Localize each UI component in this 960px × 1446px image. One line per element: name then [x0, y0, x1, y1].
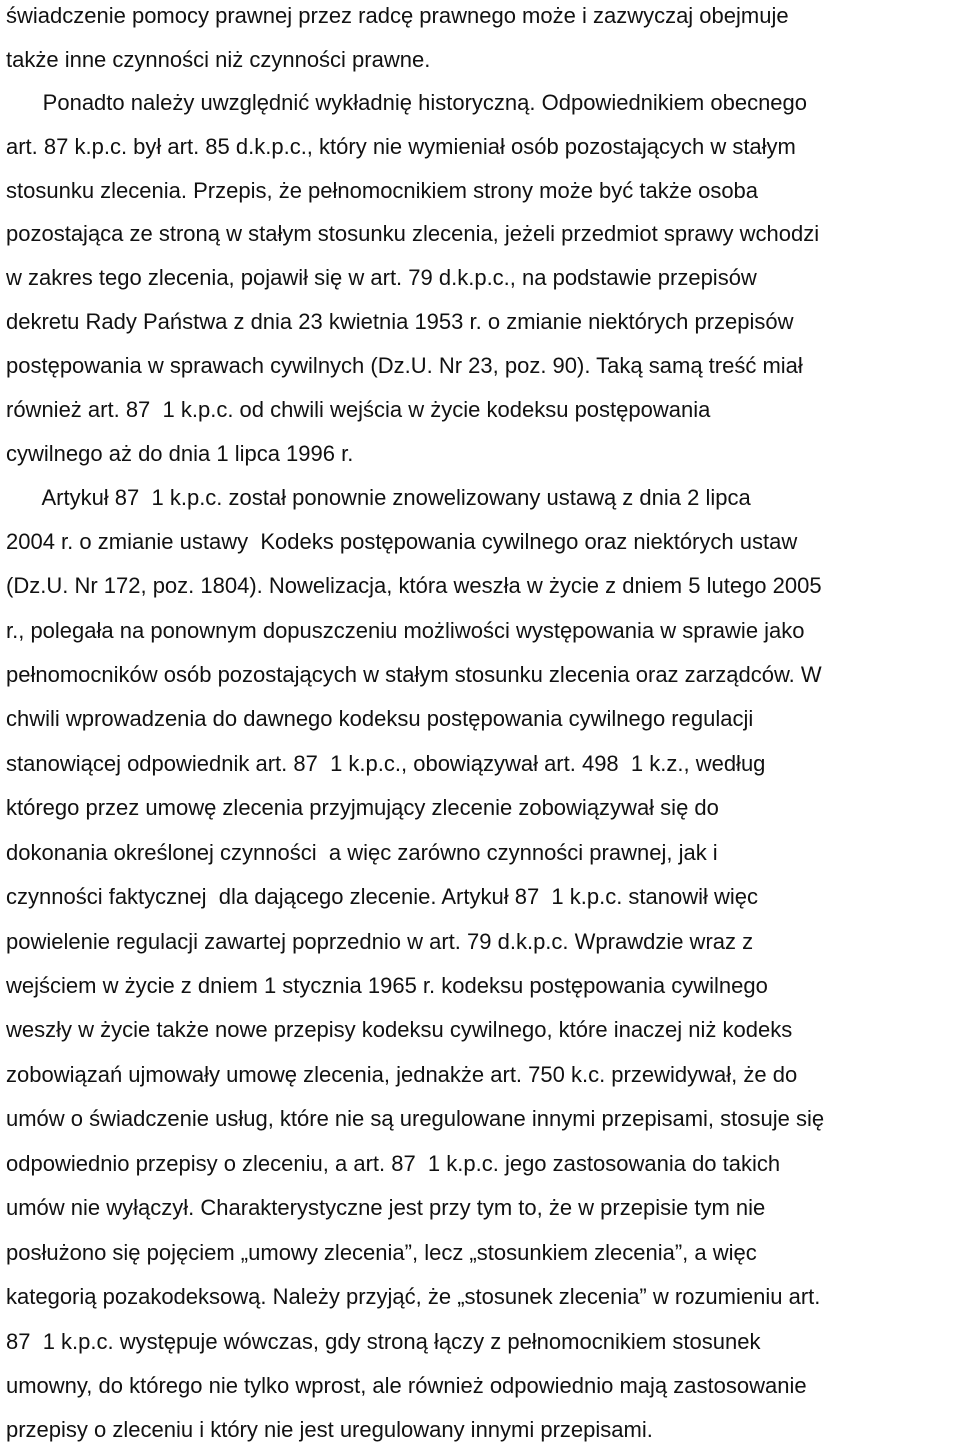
text-line: postępowania w sprawach cywilnych (Dz.U. Nr 23, poz. 90). Taką samą treść miał — [6, 353, 803, 378]
text-line: również art. 87 1 k.p.c. od chwili wejścia w życie kodeksu postępowania — [6, 397, 711, 422]
text-line: świadczenie pomocy prawnej przez radcę prawnego może i zazwyczaj obejmuje — [6, 3, 789, 28]
text-line: odpowiednio przepisy o zleceniu, a art. 87 1 k.p.c. jego zastosowania do takich — [6, 1151, 781, 1176]
text-line: chwili wprowadzenia do dawnego kodeksu postępowania cywilnego regulacji — [6, 706, 754, 731]
text-line: pozostająca ze stroną w stałym stosunku zlecenia, jeżeli przedmiot sprawy wchodzi — [6, 221, 820, 246]
text-line: 2004 r. o zmianie ustawy Kodeks postępowania cywilnego oraz niektórych ustaw — [6, 529, 798, 554]
text-line: także inne czynności niż czynności prawne. — [6, 47, 431, 72]
text-line: kategorią pozakodeksową. Należy przyjąć, że „stosunek zlecenia” w rozumieniu art. — [6, 1284, 821, 1309]
text-line: stanowiącej odpowiednik art. 87 1 k.p.c., obowiązywał art. 498 1 k.z., według — [6, 751, 766, 776]
text-line: powielenie regulacji zawartej poprzednio w art. 79 d.k.p.c. Wprawdzie wraz z — [6, 929, 754, 954]
text-line: którego przez umowę zlecenia przyjmujący zlecenie zobowiązywał się do — [6, 795, 719, 820]
text-line: (Dz.U. Nr 172, poz. 1804). Nowelizacja, która weszła w życie z dniem 5 lutego 2005 — [6, 573, 822, 598]
text-line: przepisy o zleceniu i który nie jest uregulowany innymi przepisami. — [6, 1417, 653, 1442]
text-line: dekretu Rady Państwa z dnia 23 kwietnia 1953 r. o zmianie niektórych przepisów — [6, 309, 794, 334]
text-line: r., polegała na ponownym dopuszczeniu możliwości występowania w sprawie jako — [6, 618, 805, 643]
text-line: art. 87 k.p.c. był art. 85 d.k.p.c., który nie wymieniał osób pozostających w stałym — [6, 134, 796, 159]
text-line: umowny, do którego nie tylko wprost, ale również odpowiednio mają zastosowanie — [6, 1373, 807, 1398]
text-line: umów nie wyłączył. Charakterystyczne jest przy tym to, że w przepisie tym nie — [6, 1195, 766, 1220]
text-line: Ponadto należy uwzględnić wykładnię historyczną. Odpowiednikiem obecnego — [6, 90, 808, 115]
text-line: dokonania określonej czynności a więc zarówno czynności prawnej, jak i — [6, 840, 718, 865]
text-line: czynności faktycznej dla dającego zlecenie. Artykuł 87 1 k.p.c. stanowił więc — [6, 884, 759, 909]
text-line: wejściem w życie z dniem 1 stycznia 1965 r. kodeksu postępowania cywilnego — [6, 973, 768, 998]
text-line: zobowiązań ujmowały umowę zlecenia, jednakże art. 750 k.c. przewidywał, że do — [6, 1062, 798, 1087]
text-line: umów o świadczenie usług, które nie są uregulowane innymi przepisami, stosuje się — [6, 1106, 825, 1131]
text-line: weszły w życie także nowe przepisy kodeksu cywilnego, które inaczej niż kodeks — [6, 1017, 793, 1042]
text-line: posłużono się pojęciem „umowy zlecenia”, lecz „stosunkiem zlecenia”, a więc — [6, 1240, 757, 1265]
text-line: 87 1 k.p.c. występuje wówczas, gdy stroną łączy z pełnomocnikiem stosunek — [6, 1329, 761, 1354]
text-line: cywilnego aż do dnia 1 lipca 1996 r. — [6, 441, 354, 466]
text-line: pełnomocników osób pozostających w stałym stosunku zlecenia oraz zarządców. W — [6, 662, 822, 687]
text-line: w zakres tego zlecenia, pojawił się w art. 79 d.k.p.c., na podstawie przepisów — [6, 265, 757, 290]
text-line: stosunku zlecenia. Przepis, że pełnomocnikiem strony może być także osoba — [6, 178, 759, 203]
text-line: Artykuł 87 1 k.p.c. został ponownie znowelizowany ustawą z dnia 2 lipca — [6, 485, 751, 510]
